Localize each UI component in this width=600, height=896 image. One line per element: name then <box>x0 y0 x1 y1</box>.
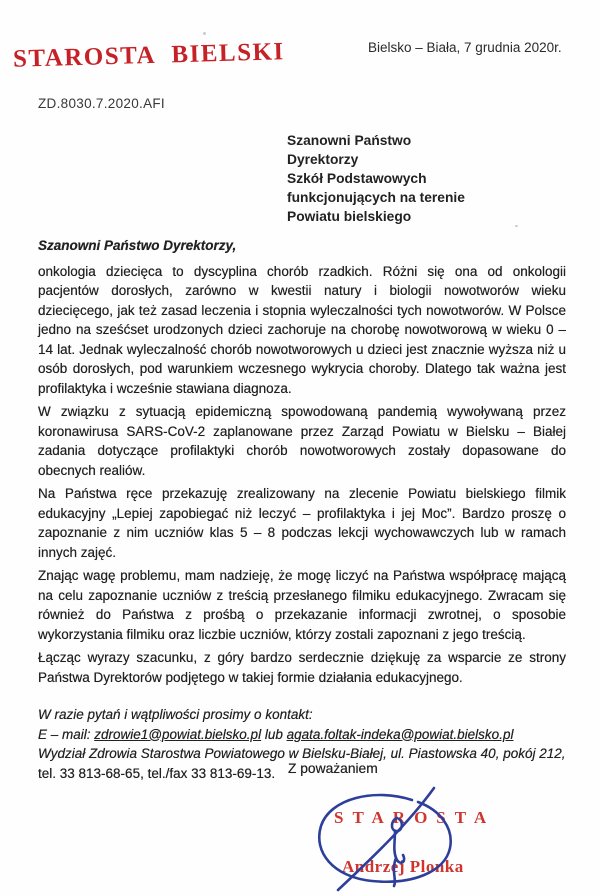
salutation: Szanowni Państwo Dyrektorzy, <box>38 238 237 253</box>
recipient-line: Powiatu bielskiego <box>287 209 412 224</box>
recipient-line: Dyrektorzy <box>287 152 359 167</box>
body-paragraph-2: W związku z sytuacją epidemiczną spowodowaną pandemią wywoływaną przez koronawirusa SARS-CoV-2 zaplanowane przez Zarząd Powiatu w Bielsku – Białej zadania dotyczące profilaktyki chorób nowotworowych zostały dopasowane do obecnych realiów. <box>38 404 566 478</box>
email-address-2: agata.foltak-indeka@powiat.bielsko.pl <box>286 726 514 742</box>
body-paragraph-5: Łącząc wyrazy szacunku, z góry bardzo serdecznie dziękuję za wsparcie ze strony Państwa Dyrektorów podjętego w takiej formie działania edukacyjnego. <box>38 650 566 685</box>
recipient-line: funkcjonujących na terenie <box>287 190 465 205</box>
reference-number: ZD.8030.7.2020.AFI <box>38 96 165 111</box>
recipient-line: Szanowni Państwo <box>287 133 412 148</box>
email-address-1: zdrowie1@powiat.bielsko.pl <box>94 726 262 742</box>
body-paragraph-3: Na Państwa ręce przekazuję zrealizowany na zlecenie Powiatu bielskiego filmik edukacyjny „Lepiej zapobiegać niż leczyć – profilaktyka i jej Moc”. Bardzo proszę o zapoznanie z nim uczniów klas 5 – 8 podczas lekcji wychowawczych lub w ramach innych zajęć. <box>38 486 566 560</box>
contact-address: Wydział Zdrowia Starostwa Powiatowego w Bielsku-Białej, ul. Piastowska 40, pokój 212, <box>38 746 566 761</box>
stamp-name: Andrzej Plonka <box>342 857 464 876</box>
stamp-title: STAROSTA <box>334 808 496 827</box>
email-separator: lub <box>261 726 287 742</box>
recipient-block <box>287 131 465 226</box>
email-prefix: E – mail: <box>38 726 95 742</box>
recipient-line: Szkół Podstawowych <box>287 171 427 186</box>
contact-email-line <box>38 725 566 745</box>
valediction: Z poważaniem <box>288 761 378 776</box>
handwritten-signature-icon <box>300 778 500 896</box>
letter-body <box>38 236 566 783</box>
contact-phone: tel. 33 813-68-65, tel./fax 33 813-69-13. <box>38 765 276 781</box>
body-paragraph-1: onkologia dziecięca to dyscyplina chorób rzadkich. Różni się ona od onkologii pacjentów dorosłych, zarówno w kwestii natury i biologii nowotworów wieku dziecięcego, jak też zasad leczenia i stopnia wyleczalności tych nowotworów. W Polsce jedno na sześćset urodzonych dzieci zachoruje na chorobę nowotworową w wieku 0 – 14 lat. Jednak wyleczalność chorób nowotworowych u dzieci jest znacznie wyższa niż u osób dorosłych, pod warunkiem wczesnego wykrycia choroby. Dlatego tak ważna jest profilaktyka i wcześnie stawiana diagnoza. <box>38 263 566 396</box>
letterhead-title: STAROSTA BIELSKI <box>12 38 286 73</box>
contact-intro: W razie pytań i wątpliwości prosimy o kontakt: <box>38 707 313 722</box>
letter-date: Bielsko – Biała, 7 grudnia 2020r. <box>368 40 562 55</box>
body-paragraph-4: Znając wagę problemu, mam nadzieję, że mogę liczyć na Państwa współpracę mającą na celu zapoznanie uczniów z treścią przesłanego filmiku edukacyjnego. Zwracam się również do Państwa z prośbą o przekazanie informacji zwrotnej, o sposobie wykorzystania filmiku oraz liczbie uczniów, którzy zostali zapoznani z jego treścią. <box>38 568 566 642</box>
